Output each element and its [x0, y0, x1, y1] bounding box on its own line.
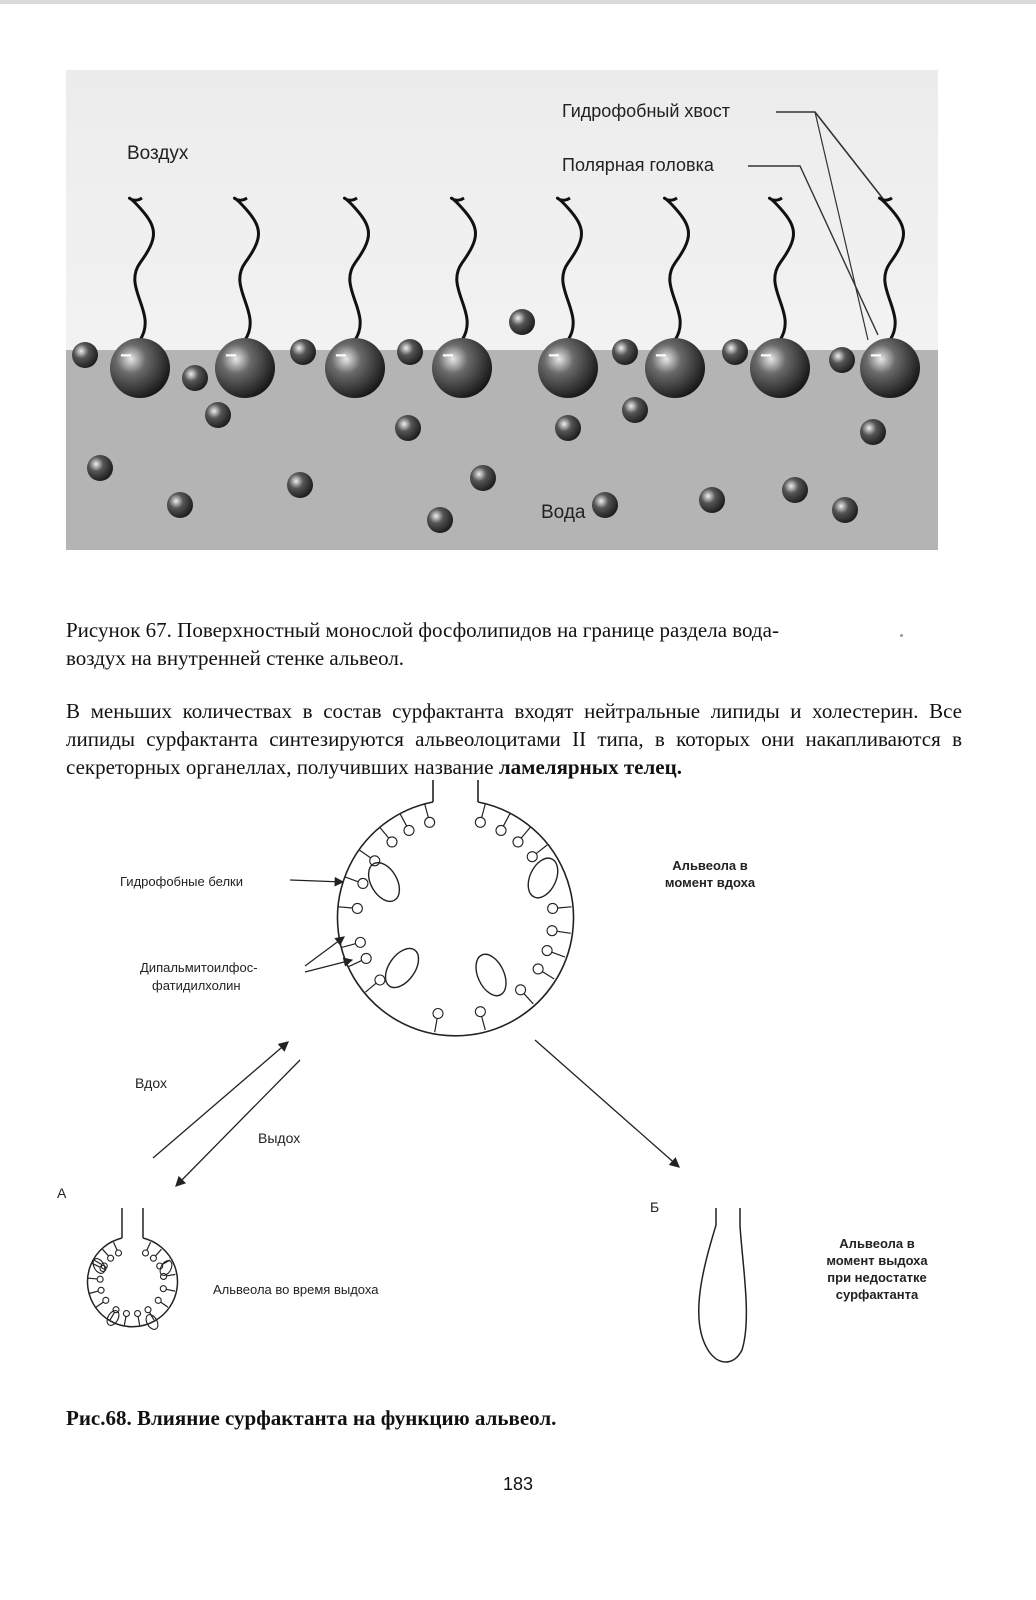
label-a: А	[57, 1185, 67, 1201]
water-molecule	[612, 339, 638, 365]
deficit-label-line4: сурфактанта	[835, 1287, 919, 1302]
charge-symbol: −	[442, 345, 454, 367]
water-molecule	[87, 455, 113, 481]
water-molecule	[470, 465, 496, 491]
charge-symbol: −	[655, 345, 667, 367]
alveolus-exhale	[88, 1208, 178, 1331]
body-paragraph	[66, 697, 962, 781]
deficit-label-line2: момент выдоха	[826, 1253, 928, 1268]
surfactant-lipids-inhale	[338, 804, 571, 1032]
dppc-label-line2: фатидилхолин	[152, 978, 241, 993]
deficit-label-line3: при недостатке	[827, 1270, 927, 1285]
inhale-state-label-line1: Альвеола в	[672, 858, 748, 873]
alveolus-inhale	[338, 780, 574, 1036]
hydrophobic-protein	[522, 853, 563, 902]
figure-68-caption: Рис.68. Влияние сурфактанта на функцию альвеол.	[66, 1406, 557, 1430]
water-molecule	[182, 365, 208, 391]
water-molecule	[555, 415, 581, 441]
water-molecule	[509, 309, 535, 335]
water-molecule	[72, 342, 98, 368]
charge-symbol: −	[120, 345, 132, 367]
inhale-label: Вдох	[135, 1075, 167, 1091]
water-molecule	[832, 497, 858, 523]
water-molecule	[622, 397, 648, 423]
water-molecule	[287, 472, 313, 498]
water-molecule	[699, 487, 725, 513]
hydrophobic-protein	[362, 857, 406, 906]
paragraph-text: В меньших количествах в состав сурфактанта входят нейтральные липиды и холестерин. Все липиды сурфактанта синтезируются альвеолоцитами II типа, в которых они накапливаются в секреторных органеллах, получивших название	[66, 699, 962, 779]
exhale-state-label: Альвеола во время выдоха	[213, 1282, 379, 1297]
charge-symbol: −	[335, 345, 347, 367]
water-molecule	[592, 492, 618, 518]
inhale-state-label-line2: момент вдоха	[664, 875, 756, 890]
hydrophobic-protein	[470, 950, 512, 1001]
water-molecule	[397, 339, 423, 365]
surfactant-lipids-exhale	[88, 1242, 175, 1325]
water-molecule	[782, 477, 808, 503]
charge-symbol: −	[760, 345, 772, 367]
tail-label: Гидрофобный хвост	[562, 101, 730, 121]
hydrophobic-protein	[379, 943, 426, 994]
water-molecule	[427, 507, 453, 533]
paragraph-bold-term: ламелярных телец.	[498, 755, 682, 779]
dppc-label-line1: Дипальмитоилфос-	[140, 960, 258, 975]
proteins-label: Гидрофобные белки	[120, 874, 243, 889]
water-molecule	[167, 492, 193, 518]
water-molecule	[395, 415, 421, 441]
air-label: Воздух	[127, 143, 189, 164]
label-b: Б	[650, 1199, 660, 1215]
exhale-label: Выдох	[258, 1130, 301, 1146]
charge-symbol: −	[225, 345, 237, 367]
figure-68-diagram	[57, 780, 928, 1362]
water-molecule	[860, 419, 886, 445]
deficit-arrow	[535, 1040, 679, 1167]
alveolus-collapsed	[699, 1208, 747, 1362]
deficit-label-line1: Альвеола в	[839, 1236, 915, 1251]
page-number: 183	[502, 1474, 534, 1494]
water-label: Вода	[541, 502, 586, 523]
charge-symbol: −	[548, 345, 560, 367]
water-molecule	[829, 347, 855, 373]
head-label: Полярная головка	[562, 155, 714, 175]
water-molecule	[290, 339, 316, 365]
figure-67-caption: Рисунок 67. Поверхностный монослой фосфолипидов на границе раздела вода-воздух на внутренней стенке альвеол.	[66, 618, 779, 670]
water-molecule	[722, 339, 748, 365]
water-molecule	[205, 402, 231, 428]
figure-67-monolayer	[66, 70, 938, 550]
charge-symbol: −	[870, 345, 882, 367]
